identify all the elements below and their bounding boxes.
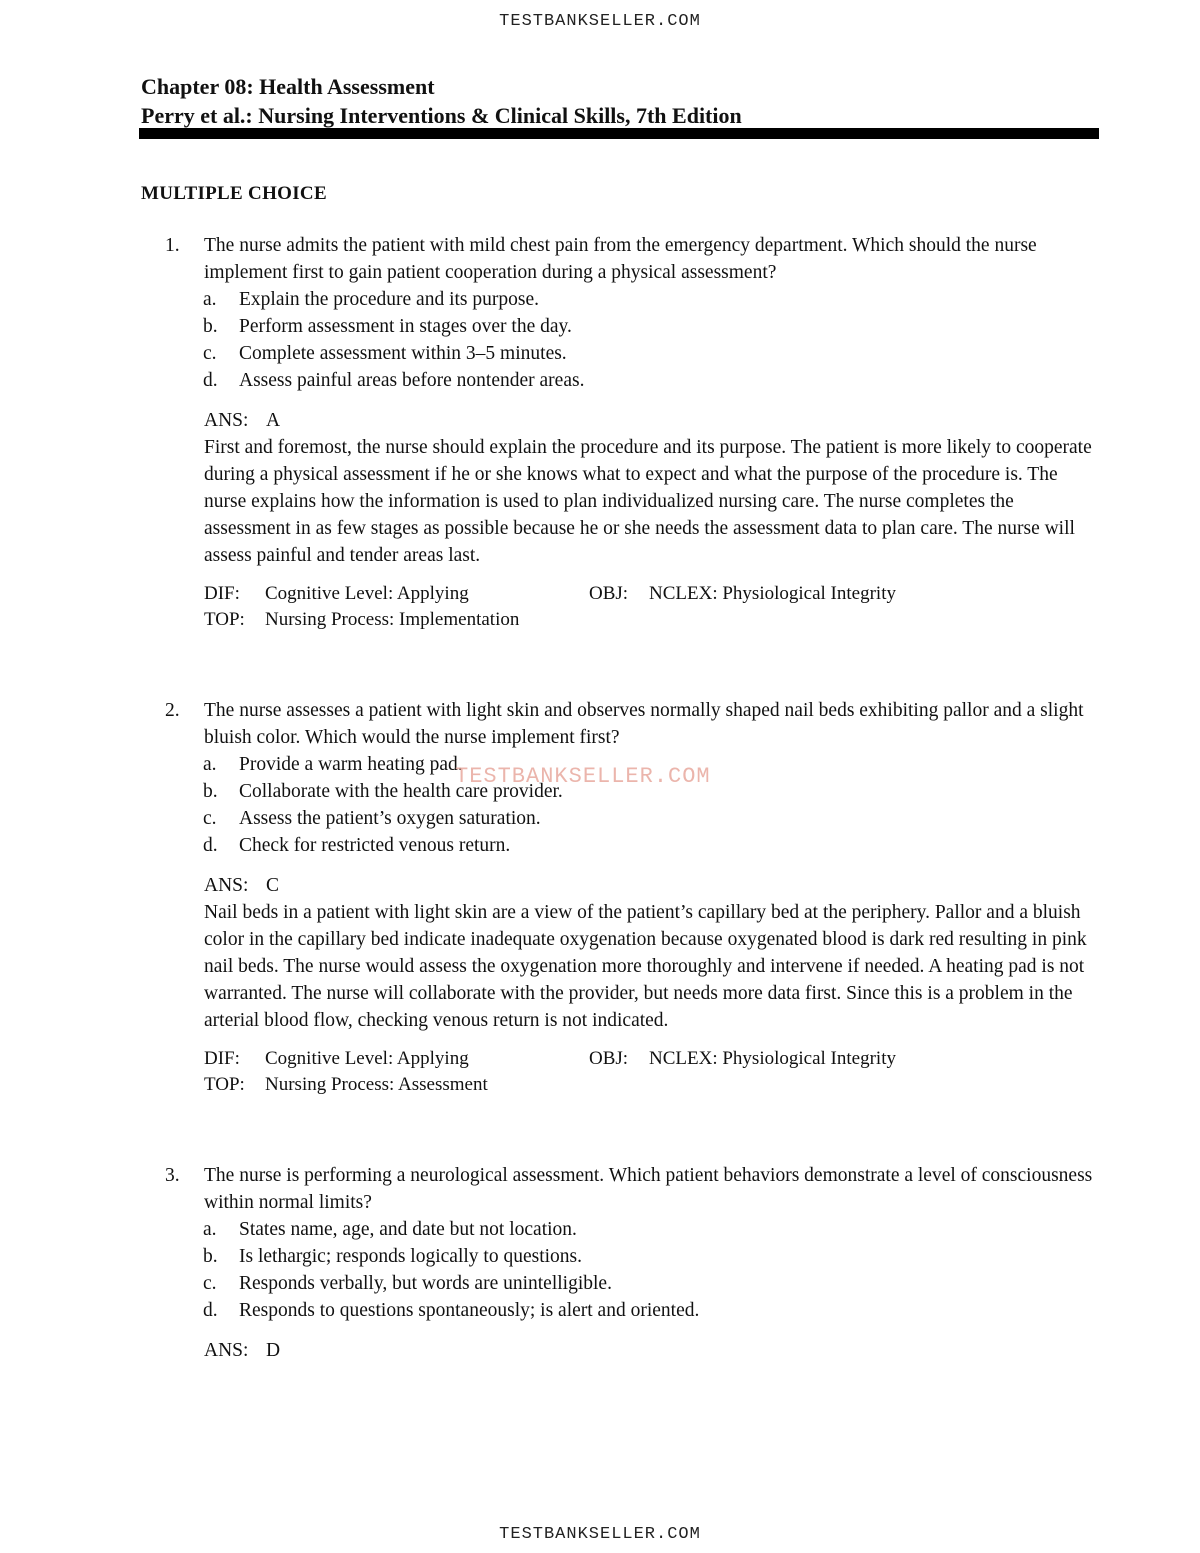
option-d [150, 832, 1100, 859]
answer-label: ANS: [204, 875, 249, 896]
question-stem [150, 1162, 1100, 1216]
option-letter: a. [203, 1219, 217, 1240]
option-letter: b. [203, 1246, 218, 1267]
option-letter: d. [203, 370, 218, 391]
question-number: 2. [165, 700, 180, 721]
option-text: Assess painful areas before nontender areas. [239, 370, 585, 391]
option-letter: d. [203, 1300, 218, 1321]
site-footer: TESTBANKSELLER.COM [499, 1525, 701, 1544]
answer-value: A [266, 410, 281, 431]
question-1 [150, 232, 1100, 633]
answer-label: ANS: [204, 410, 249, 431]
dif-value: Cognitive Level: Applying [265, 583, 469, 604]
option-c [150, 805, 1100, 832]
option-text: States name, age, and date but not location. [239, 1219, 577, 1240]
question-number: 3. [165, 1165, 180, 1186]
answer-line [150, 407, 1100, 434]
option-a [150, 286, 1100, 313]
answer-line [150, 1337, 1100, 1364]
option-text: Responds verbally, but words are unintelligible. [239, 1273, 612, 1294]
answer-label: ANS: [204, 1340, 249, 1361]
option-text: Explain the procedure and its purpose. [239, 289, 539, 310]
option-text: Responds to questions spontaneously; is alert and oriented. [239, 1300, 700, 1321]
question-3 [150, 1162, 1100, 1364]
top-value: Nursing Process: Assessment [265, 1074, 488, 1095]
top-label: TOP: [204, 609, 245, 630]
option-letter: c. [203, 343, 217, 364]
obj-value: NCLEX: Physiological Integrity [649, 583, 896, 604]
option-c [150, 1270, 1100, 1297]
watermark: TESTBANKSELLER.COM [455, 764, 711, 789]
section-heading: MULTIPLE CHOICE [141, 183, 327, 204]
option-letter: a. [203, 754, 217, 775]
question-meta [150, 581, 1100, 633]
question-text: The nurse is performing a neurological assessment. Which patient behaviors demonstrate a level of consciousness within normal limits? [204, 1165, 1093, 1213]
option-text: Complete assessment within 3–5 minutes. [239, 343, 567, 364]
question-stem [150, 697, 1100, 751]
answer-line [150, 872, 1100, 899]
answer-value: C [266, 875, 280, 896]
option-d [150, 367, 1100, 394]
answer-value: D [266, 1340, 281, 1361]
option-letter: c. [203, 808, 217, 829]
option-letter: d. [203, 835, 218, 856]
option-b [150, 1243, 1100, 1270]
option-text: Is lethargic; responds logically to questions. [239, 1246, 583, 1267]
option-letter: c. [203, 1273, 217, 1294]
option-letter: a. [203, 289, 217, 310]
rationale: Nail beds in a patient with light skin are a view of the patient’s capillary bed at the periphery. Pallor and a bluish color in the capillary bed indicate inadequate oxygenation because oxygenated blood is dark red resulting in pink nail beds. The nurse would assess the oxygenation more thoroughly and intervene if needed. A heating pad is not warranted. The nurse will collaborate with the provider, but needs more data first. Since this is a problem in the arterial blood flow, checking venous return is not indicated. [204, 902, 1087, 1031]
question-number: 1. [165, 235, 180, 256]
option-letter: b. [203, 781, 218, 802]
obj-value: NCLEX: Physiological Integrity [649, 1048, 896, 1069]
question-2 [150, 697, 1100, 1098]
option-d [150, 1297, 1100, 1324]
top-value: Nursing Process: Implementation [265, 609, 520, 630]
option-text: Check for restricted venous return. [239, 835, 511, 856]
dif-value: Cognitive Level: Applying [265, 1048, 469, 1069]
question-meta [150, 1046, 1100, 1098]
question-text: The nurse assesses a patient with light skin and observes normally shaped nail beds exhibiting pallor and a slight bluish color. Which would the nurse implement first? [204, 700, 1084, 748]
option-text: Perform assessment in stages over the day. [239, 316, 572, 337]
title-rule [139, 128, 1099, 139]
dif-label: DIF: [204, 1048, 240, 1069]
dif-label: DIF: [204, 583, 240, 604]
top-label: TOP: [204, 1074, 245, 1095]
obj-label: OBJ: [589, 1048, 629, 1069]
option-c [150, 340, 1100, 367]
option-text: Provide a warm heating pad. [239, 754, 463, 775]
chapter-title: Chapter 08: Health Assessment [141, 74, 435, 99]
option-a [150, 1216, 1100, 1243]
option-text: Assess the patient’s oxygen saturation. [239, 808, 541, 829]
option-letter: b. [203, 316, 218, 337]
option-b [150, 313, 1100, 340]
option-text: Collaborate with the health care provider. [239, 781, 563, 802]
question-stem [150, 232, 1100, 286]
obj-label: OBJ: [589, 583, 629, 604]
book-title: Perry et al.: Nursing Interventions & Clinical Skills, 7th Edition [141, 103, 742, 128]
question-text: The nurse admits the patient with mild chest pain from the emergency department. Which should the nurse implement first to gain patient cooperation during a physical assessment? [204, 235, 1037, 283]
site-header: TESTBANKSELLER.COM [499, 12, 701, 31]
rationale: First and foremost, the nurse should explain the procedure and its purpose. The patient is more likely to cooperate during a physical assessment if he or she knows what to expect and what the purpose of the procedure is. The nurse explains how the information is used to plan individualized nursing care. The nurse completes the assessment in as few stages as possible because he or she needs the assessment data to plan care. The nurse will assess painful and tender areas last. [204, 437, 1092, 566]
